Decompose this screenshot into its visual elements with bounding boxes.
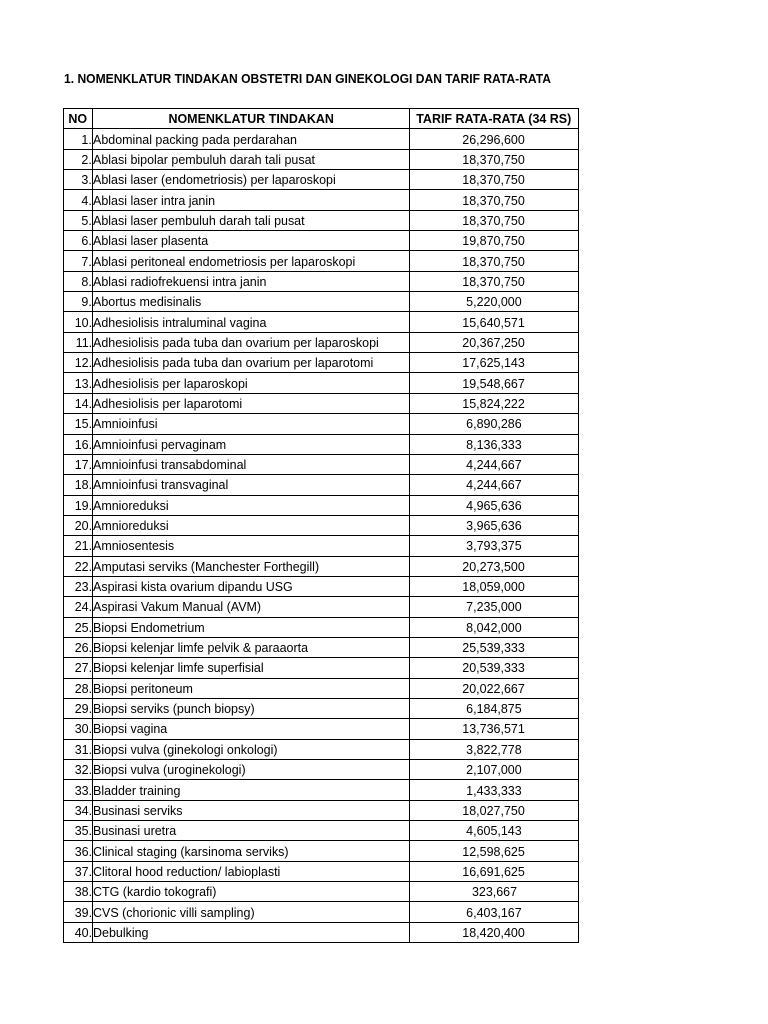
table-row (64, 210, 579, 230)
cell-tarif: 18,370,750 (410, 190, 579, 210)
cell-tarif: 3,965,636 (410, 515, 579, 535)
cell-tarif: 18,370,750 (410, 271, 579, 291)
table-row (64, 617, 579, 637)
header-no: NO (64, 109, 93, 129)
cell-nomenklatur: Amnioinfusi transvaginal (93, 475, 410, 495)
table-row (64, 495, 579, 515)
cell-nomenklatur: Ablasi bipolar pembuluh darah tali pusat (93, 149, 410, 169)
cell-tarif: 19,870,750 (410, 231, 579, 251)
cell-nomenklatur: Ablasi laser (endometriosis) per laparoskopi (93, 170, 410, 190)
cell-no: 16. (64, 434, 93, 454)
cell-nomenklatur: Amnioinfusi pervaginam (93, 434, 410, 454)
cell-tarif: 18,370,750 (410, 170, 579, 190)
cell-tarif: 13,736,571 (410, 719, 579, 739)
cell-nomenklatur: Biopsi serviks (punch biopsy) (93, 698, 410, 718)
cell-no: 7. (64, 251, 93, 271)
cell-nomenklatur: Ablasi laser plasenta (93, 231, 410, 251)
cell-no: 22. (64, 556, 93, 576)
cell-tarif: 20,539,333 (410, 658, 579, 678)
table-row (64, 739, 579, 759)
table-row (64, 251, 579, 271)
cell-no: 13. (64, 373, 93, 393)
cell-tarif: 15,824,222 (410, 393, 579, 413)
cell-nomenklatur: Biopsi Endometrium (93, 617, 410, 637)
table-row (64, 841, 579, 861)
table-row (64, 678, 579, 698)
cell-nomenklatur: Bladder training (93, 780, 410, 800)
cell-no: 4. (64, 190, 93, 210)
cell-no: 21. (64, 536, 93, 556)
cell-tarif: 7,235,000 (410, 597, 579, 617)
cell-nomenklatur: Clinical staging (karsinoma serviks) (93, 841, 410, 861)
header-nomenklatur: NOMENKLATUR TINDAKAN (93, 109, 410, 129)
cell-no: 5. (64, 210, 93, 230)
cell-nomenklatur: CVS (chorionic villi sampling) (93, 902, 410, 922)
cell-tarif: 6,184,875 (410, 698, 579, 718)
table-row (64, 414, 579, 434)
cell-no: 32. (64, 760, 93, 780)
cell-nomenklatur: Amnioinfusi transabdominal (93, 454, 410, 474)
cell-tarif: 18,370,750 (410, 210, 579, 230)
cell-nomenklatur: Biopsi vagina (93, 719, 410, 739)
cell-no: 17. (64, 454, 93, 474)
table-row (64, 312, 579, 332)
cell-tarif: 20,367,250 (410, 332, 579, 352)
table-row (64, 190, 579, 210)
cell-tarif: 3,822,778 (410, 739, 579, 759)
cell-tarif: 1,433,333 (410, 780, 579, 800)
cell-tarif: 4,244,667 (410, 454, 579, 474)
table-row (64, 637, 579, 657)
cell-no: 18. (64, 475, 93, 495)
cell-no: 1. (64, 129, 93, 149)
cell-tarif: 12,598,625 (410, 841, 579, 861)
cell-no: 9. (64, 292, 93, 312)
cell-tarif: 19,548,667 (410, 373, 579, 393)
cell-nomenklatur: Businasi serviks (93, 800, 410, 820)
cell-nomenklatur: Amniosentesis (93, 536, 410, 556)
table-row (64, 170, 579, 190)
cell-tarif: 2,107,000 (410, 760, 579, 780)
cell-tarif: 18,370,750 (410, 149, 579, 169)
cell-no: 38. (64, 882, 93, 902)
cell-tarif: 20,022,667 (410, 678, 579, 698)
tariff-table (63, 108, 579, 943)
cell-no: 25. (64, 617, 93, 637)
cell-no: 23. (64, 576, 93, 596)
cell-no: 8. (64, 271, 93, 291)
cell-no: 31. (64, 739, 93, 759)
cell-tarif: 18,420,400 (410, 922, 579, 942)
cell-tarif: 6,890,286 (410, 414, 579, 434)
cell-nomenklatur: Clitoral hood reduction/ labioplasti (93, 861, 410, 881)
table-row (64, 902, 579, 922)
table-body (64, 129, 579, 943)
table-row (64, 861, 579, 881)
cell-tarif: 5,220,000 (410, 292, 579, 312)
table-row (64, 271, 579, 291)
header-row (64, 109, 579, 129)
cell-no: 40. (64, 922, 93, 942)
cell-nomenklatur: Amnioreduksi (93, 495, 410, 515)
cell-no: 36. (64, 841, 93, 861)
cell-nomenklatur: Aspirasi kista ovarium dipandu USG (93, 576, 410, 596)
header-tarif: TARIF RATA-RATA (34 RS) (410, 109, 579, 129)
cell-tarif: 6,403,167 (410, 902, 579, 922)
cell-no: 19. (64, 495, 93, 515)
table-row (64, 231, 579, 251)
cell-nomenklatur: Aspirasi Vakum Manual (AVM) (93, 597, 410, 617)
table-row (64, 658, 579, 678)
cell-no: 2. (64, 149, 93, 169)
table-row (64, 800, 579, 820)
cell-nomenklatur: Ablasi laser pembuluh darah tali pusat (93, 210, 410, 230)
cell-tarif: 18,059,000 (410, 576, 579, 596)
cell-nomenklatur: Ablasi radiofrekuensi intra janin (93, 271, 410, 291)
table-row (64, 129, 579, 149)
cell-tarif: 26,296,600 (410, 129, 579, 149)
cell-tarif: 25,539,333 (410, 637, 579, 657)
cell-nomenklatur: Biopsi vulva (ginekologi onkologi) (93, 739, 410, 759)
cell-no: 29. (64, 698, 93, 718)
cell-nomenklatur: Adhesiolisis pada tuba dan ovarium per laparoskopi (93, 332, 410, 352)
cell-tarif: 17,625,143 (410, 353, 579, 373)
cell-nomenklatur: Businasi uretra (93, 821, 410, 841)
cell-nomenklatur: Adhesiolisis intraluminal vagina (93, 312, 410, 332)
cell-tarif: 18,370,750 (410, 251, 579, 271)
cell-nomenklatur: Adhesiolisis per laparoskopi (93, 373, 410, 393)
cell-nomenklatur: Ablasi peritoneal endometriosis per laparoskopi (93, 251, 410, 271)
table-row (64, 882, 579, 902)
cell-tarif: 8,042,000 (410, 617, 579, 637)
table-row (64, 698, 579, 718)
cell-no: 14. (64, 393, 93, 413)
cell-no: 6. (64, 231, 93, 251)
cell-no: 30. (64, 719, 93, 739)
cell-no: 28. (64, 678, 93, 698)
cell-nomenklatur: Biopsi kelenjar limfe superfisial (93, 658, 410, 678)
cell-tarif: 8,136,333 (410, 434, 579, 454)
cell-no: 11. (64, 332, 93, 352)
table-row (64, 719, 579, 739)
table-row (64, 373, 579, 393)
table-row (64, 536, 579, 556)
table-row (64, 576, 579, 596)
cell-nomenklatur: Abortus medisinalis (93, 292, 410, 312)
table-row (64, 332, 579, 352)
cell-no: 26. (64, 637, 93, 657)
cell-tarif: 3,793,375 (410, 536, 579, 556)
cell-nomenklatur: CTG (kardio tokografi) (93, 882, 410, 902)
cell-no: 34. (64, 800, 93, 820)
table-row (64, 149, 579, 169)
table-row (64, 922, 579, 942)
table-row (64, 475, 579, 495)
table-row (64, 292, 579, 312)
cell-tarif: 15,640,571 (410, 312, 579, 332)
table-row (64, 780, 579, 800)
cell-nomenklatur: Ablasi laser intra janin (93, 190, 410, 210)
cell-tarif: 4,605,143 (410, 821, 579, 841)
cell-tarif: 20,273,500 (410, 556, 579, 576)
table-row (64, 454, 579, 474)
table-row (64, 760, 579, 780)
cell-tarif: 4,244,667 (410, 475, 579, 495)
cell-no: 35. (64, 821, 93, 841)
cell-no: 15. (64, 414, 93, 434)
cell-no: 20. (64, 515, 93, 535)
cell-nomenklatur: Abdominal packing pada perdarahan (93, 129, 410, 149)
document-title: 1. NOMENKLATUR TINDAKAN OBSTETRI DAN GINEKOLOGI DAN TARIF RATA-RATA (64, 71, 551, 86)
cell-nomenklatur: Biopsi peritoneum (93, 678, 410, 698)
cell-no: 10. (64, 312, 93, 332)
cell-no: 33. (64, 780, 93, 800)
cell-nomenklatur: Adhesiolisis per laparotomi (93, 393, 410, 413)
cell-nomenklatur: Amputasi serviks (Manchester Forthegill) (93, 556, 410, 576)
table-row (64, 353, 579, 373)
cell-tarif: 4,965,636 (410, 495, 579, 515)
cell-no: 3. (64, 170, 93, 190)
table-row (64, 597, 579, 617)
cell-nomenklatur: Biopsi kelenjar limfe pelvik & paraaorta (93, 637, 410, 657)
cell-tarif: 18,027,750 (410, 800, 579, 820)
cell-no: 12. (64, 353, 93, 373)
cell-no: 27. (64, 658, 93, 678)
cell-nomenklatur: Amnioinfusi (93, 414, 410, 434)
cell-nomenklatur: Biopsi vulva (uroginekologi) (93, 760, 410, 780)
cell-nomenklatur: Debulking (93, 922, 410, 942)
cell-no: 37. (64, 861, 93, 881)
table-row (64, 393, 579, 413)
table-row (64, 821, 579, 841)
table-row (64, 434, 579, 454)
cell-no: 24. (64, 597, 93, 617)
table-row (64, 556, 579, 576)
cell-nomenklatur: Adhesiolisis pada tuba dan ovarium per laparotomi (93, 353, 410, 373)
cell-tarif: 323,667 (410, 882, 579, 902)
cell-no: 39. (64, 902, 93, 922)
cell-tarif: 16,691,625 (410, 861, 579, 881)
table-row (64, 515, 579, 535)
cell-nomenklatur: Amnioreduksi (93, 515, 410, 535)
table-header (64, 109, 579, 129)
